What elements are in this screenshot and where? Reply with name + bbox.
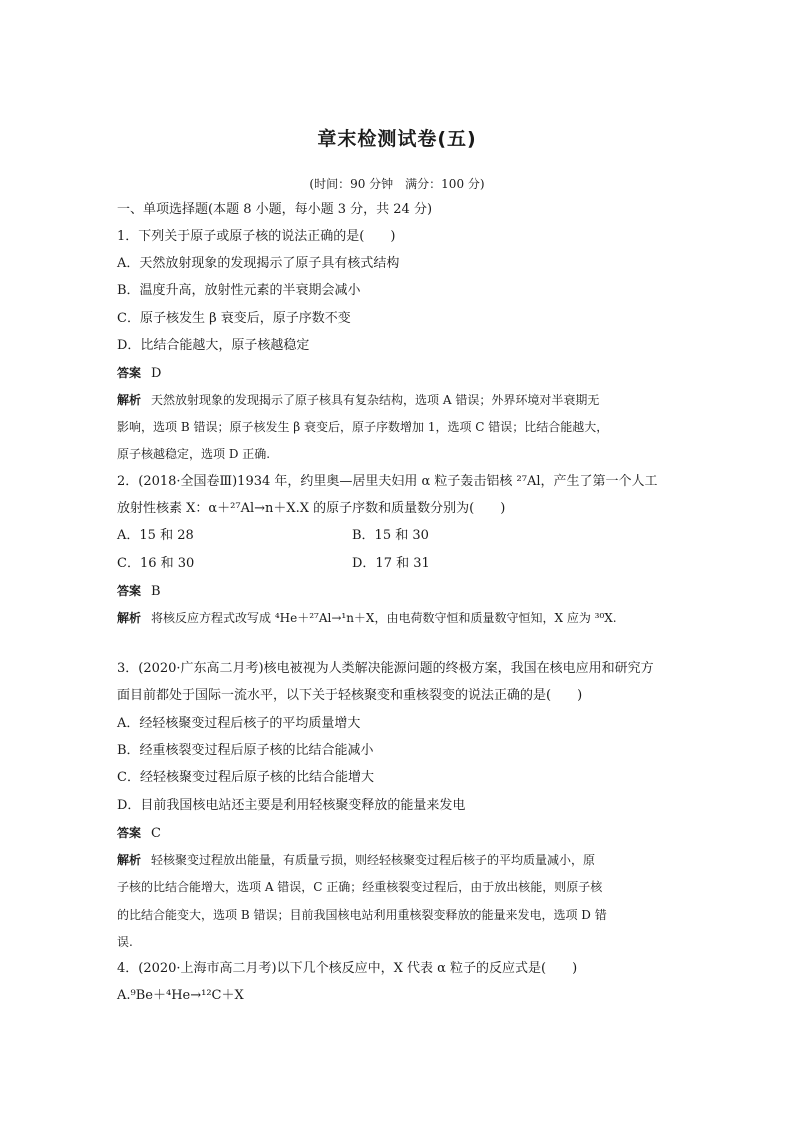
q1-analysis-line-1 xyxy=(117,392,599,408)
q2-stem-line-1: 2．(2018·全国卷Ⅲ)1934 年，约里奥—居里夫妇用 α 粒子轰击铝核 ²⁷Al，产生了第一个人工 xyxy=(117,474,658,489)
answer-value: D xyxy=(151,366,162,381)
q3-analysis-line-2: 子核的比结合能增大，选项 A 错误，C 正确；经重核裂变过程后，由于放出核能，则原子核 xyxy=(117,880,603,894)
analysis-label: 解析 xyxy=(117,393,142,407)
q1-option-c: C．原子核发生 β 衰变后，原子序数不变 xyxy=(117,311,351,326)
q1-answer xyxy=(117,365,161,382)
page-title: 章末检测试卷(五) xyxy=(317,128,477,150)
q1-analysis-line-2: 影响，选项 B 错误；原子核发生 β 衰变后，原子序数增加 1，选项 C 错误；比结合能越大， xyxy=(117,420,609,434)
q2-answer xyxy=(117,583,161,600)
answer-value: C xyxy=(151,826,161,841)
analysis-text: 将核反应方程式改写成 ⁴He＋²⁷Al→¹n＋X，由电荷数守恒和质量数守恒知，X 应为 ³⁰X. xyxy=(151,611,617,625)
analysis-text: 轻核聚变过程放出能量，有质量亏损，则经轻核聚变过程后核子的平均质量减小，原 xyxy=(151,853,596,867)
q2-option-a: A．15 和 28 xyxy=(117,528,194,543)
q1-option-a: A．天然放射现象的发现揭示了原子具有核式结构 xyxy=(117,256,400,271)
q1-option-d: D．比结合能越大，原子核越稳定 xyxy=(117,338,310,353)
answer-label: 答案 xyxy=(117,366,142,380)
q1-analysis-line-3: 原子核越稳定，选项 D 正确. xyxy=(117,447,271,461)
q3-stem-line-2: 面目前都处于国际一流水平，以下关于轻核聚变和重核裂变的说法正确的是( ) xyxy=(117,688,583,703)
answer-value: B xyxy=(151,584,161,599)
section-heading: 一、单项选择题(本题 8 小题，每小题 3 分，共 24 分) xyxy=(117,202,433,217)
analysis-text: 天然放射现象的发现揭示了原子核具有复杂结构，选项 A 错误；外界环境对半衰期无 xyxy=(151,393,600,407)
q2-stem-line-2: 放射性核素 X：α＋²⁷Al→n＋X.X 的原子序数和质量数分别为( ) xyxy=(117,501,506,516)
q4-stem: 4．(2020·上海市高二月考)以下几个核反应中，X 代表 α 粒子的反应式是( ) xyxy=(117,961,578,976)
q3-analysis-line-4: 误. xyxy=(117,935,133,949)
q2-option-c: C．16 和 30 xyxy=(117,556,195,571)
q2-analysis-line-1 xyxy=(117,610,617,626)
q3-option-c: C．经轻核聚变过程后原子核的比结合能增大 xyxy=(117,770,374,785)
q3-analysis-line-1 xyxy=(117,852,595,868)
analysis-label: 解析 xyxy=(117,853,142,867)
q2-option-b: B．15 和 30 xyxy=(352,528,429,543)
q1-option-b: B．温度升高，放射性元素的半衰期会减小 xyxy=(117,283,361,298)
answer-label: 答案 xyxy=(117,584,142,598)
q2-option-d: D．17 和 31 xyxy=(352,556,430,571)
q3-analysis-line-3: 的比结合能变大，选项 B 错误；目前我国核电站利用重核裂变释放的能量来发电，选项 D 错 xyxy=(117,908,607,922)
answer-label: 答案 xyxy=(117,826,142,840)
q3-answer xyxy=(117,825,161,842)
analysis-label: 解析 xyxy=(117,611,142,625)
q3-option-a: A．经轻核聚变过程后核子的平均质量增大 xyxy=(117,716,361,731)
q3-option-d: D．目前我国核电站还主要是利用轻核聚变释放的能量来发电 xyxy=(117,798,466,813)
q3-option-b: B．经重核裂变过程后原子核的比结合能减小 xyxy=(117,743,374,758)
q1-stem: 1．下列关于原子或原子核的说法正确的是( ) xyxy=(117,229,396,244)
exam-info: (时间：90 分钟 满分：100 分) xyxy=(309,177,485,191)
q4-option-a: A.⁹Be＋⁴He→¹²C＋X xyxy=(117,988,244,1003)
q3-stem-line-1: 3．(2020·广东高二月考)核电被视为人类解决能源问题的终极方案，我国在核电应用和研究方 xyxy=(117,661,654,676)
